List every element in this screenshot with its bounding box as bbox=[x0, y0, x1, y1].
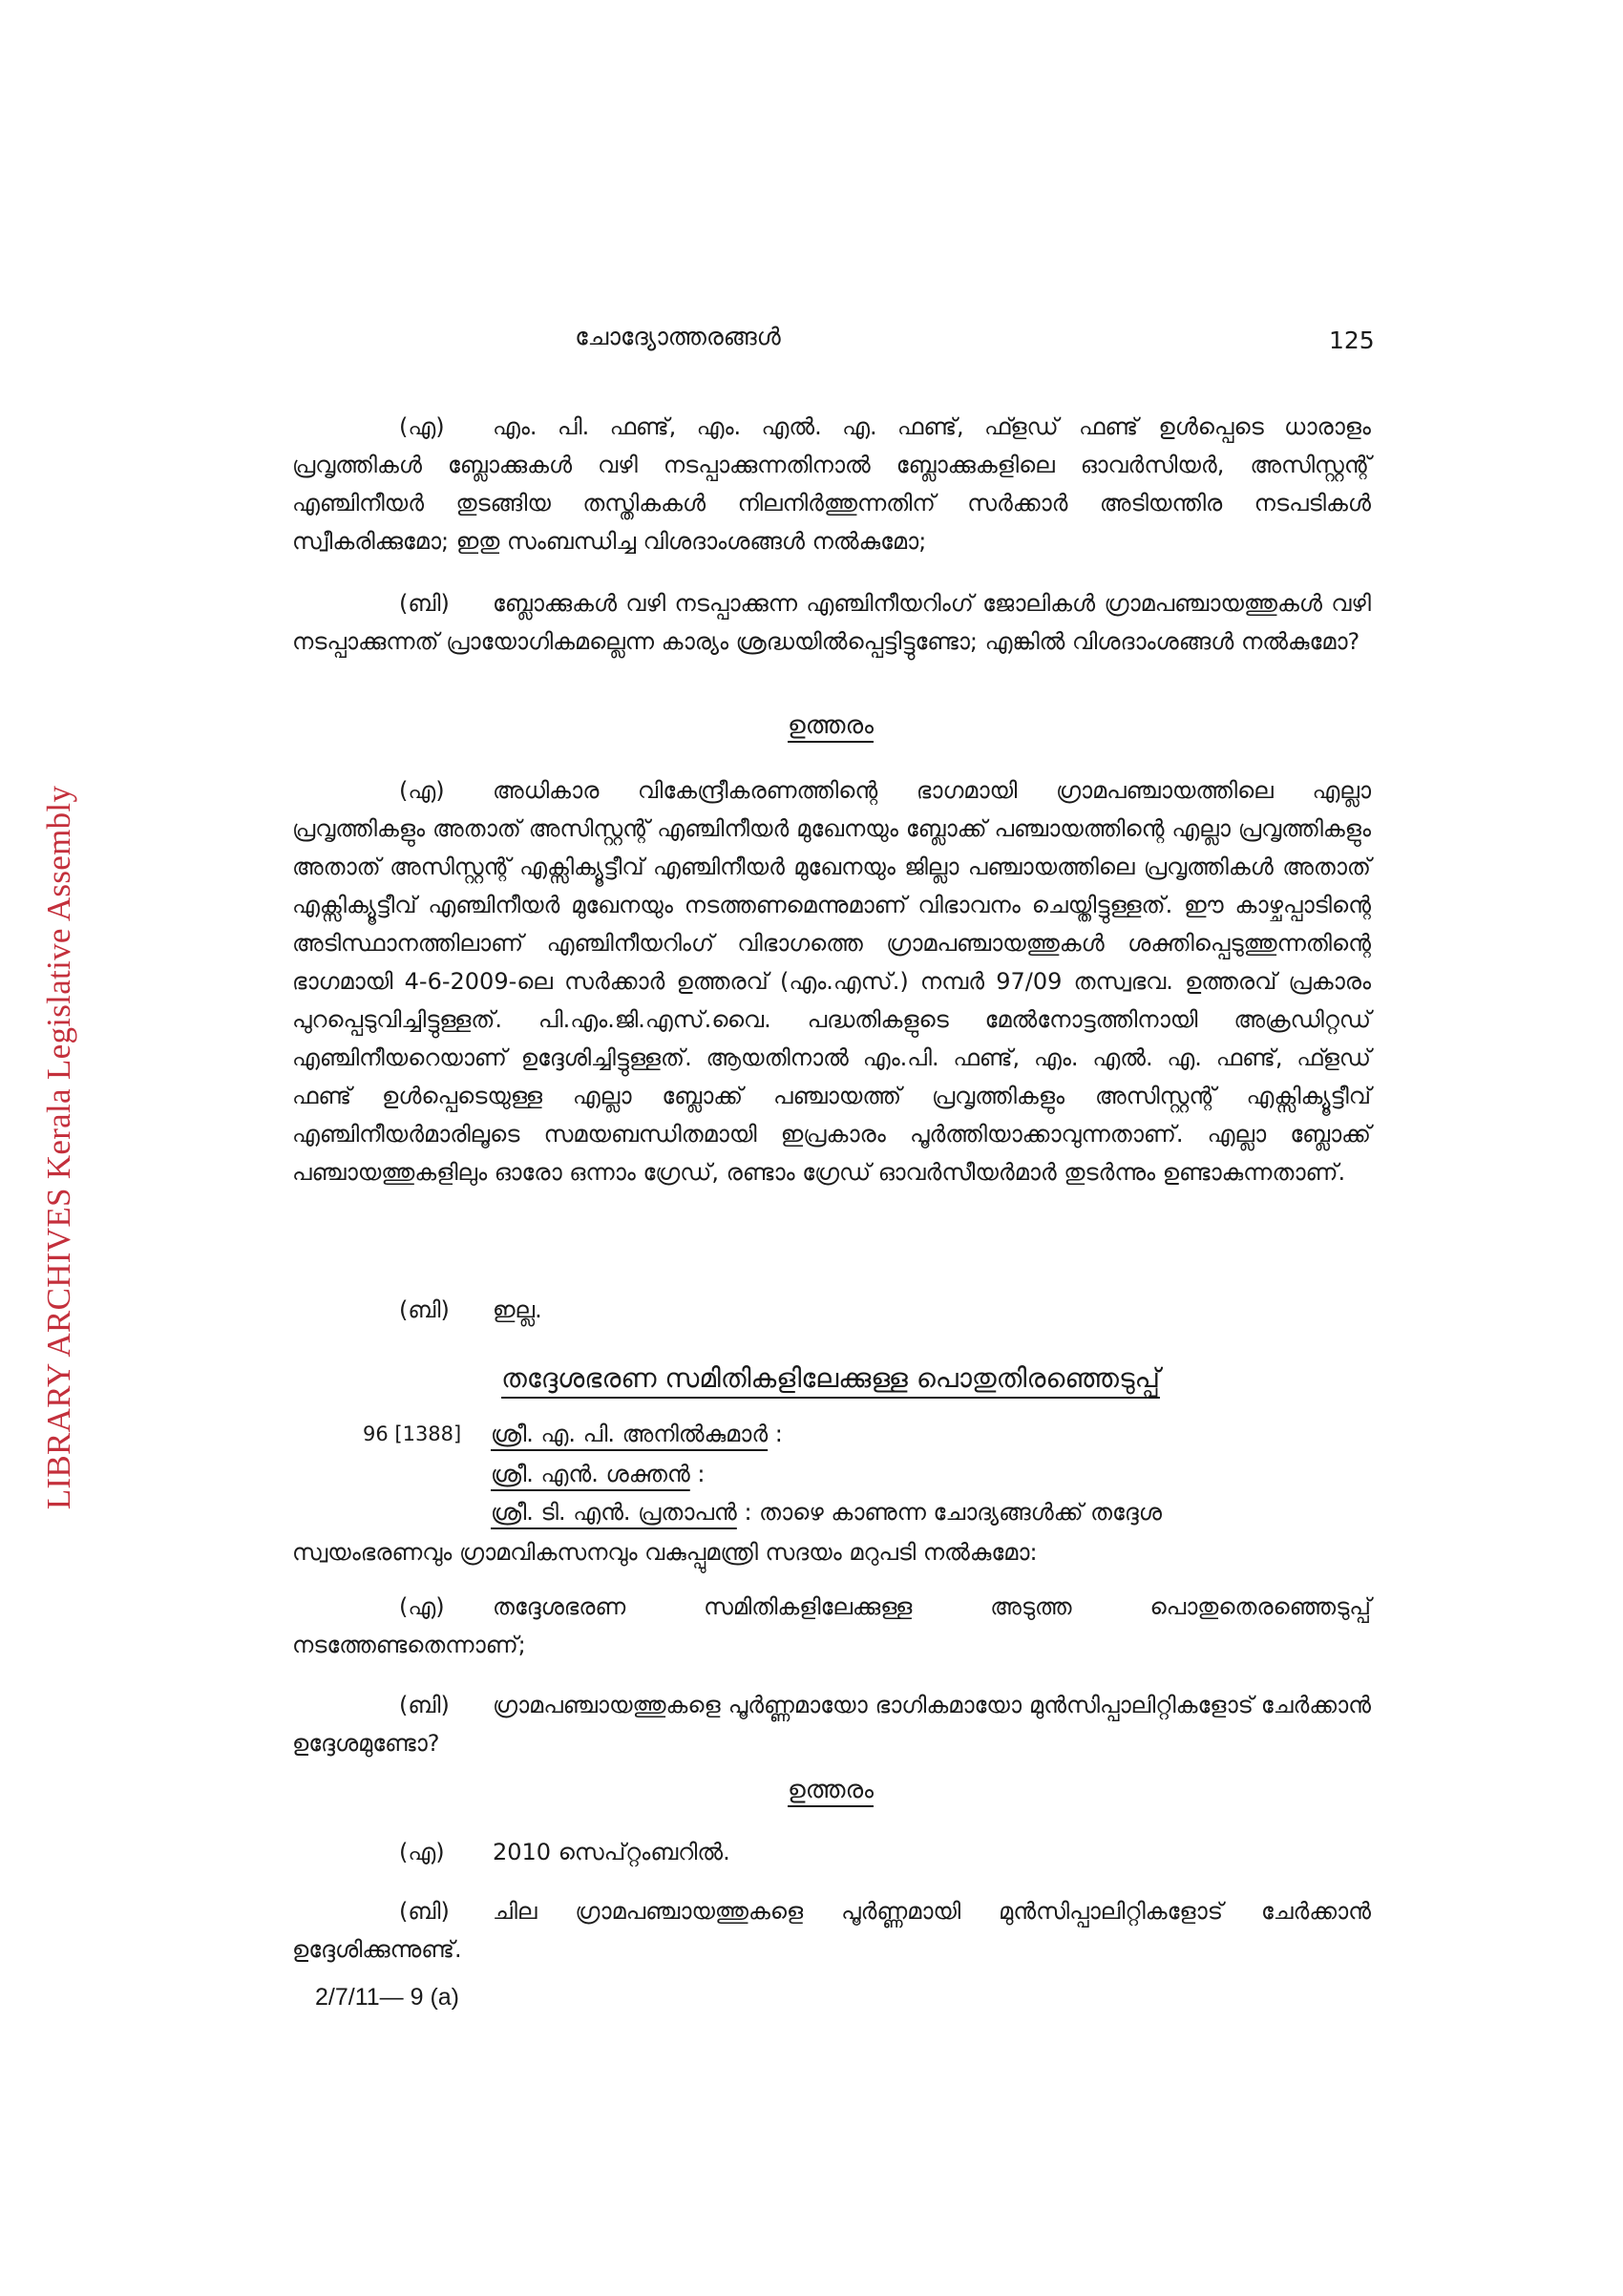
part-label: (എ) bbox=[399, 777, 445, 804]
part-text: ബ്ലോക്കുകൾ വഴി നടപ്പാക്കുന്ന എഞ്ചിനീയറിംഗ് ജോലികൾ ഗ്രാമപഞ്ചായത്തുകൾ വഴി നടപ്പാക്കുന്നത് പ്രായോഗികമല്ലെന്ന കാര്യം ശ്രദ്ധയിൽപ്പെട്ടിട്ടുണ്ടോ; എങ്കിൽ വിശദാംശങ്ങൾ നൽകുമോ? bbox=[292, 590, 1371, 655]
part-text: ചില ഗ്രാമപഞ്ചായത്തുകളെ പൂർണ്ണമായി മുൻസിപ്പാലിറ്റികളോട് ചേർക്കാൻ ഉദ്ദേശിക്കുന്നുണ്ട്. bbox=[292, 1898, 1371, 1963]
intro-text: : താഴെ കാണുന്ന ചോദ്യങ്ങൾക്ക് തദ്ദേശ bbox=[744, 1499, 1162, 1526]
question-part-a bbox=[292, 408, 1371, 560]
answer-part-b bbox=[292, 1291, 1371, 1329]
part-label: (എ) bbox=[399, 1593, 445, 1620]
member-line-1: ശ്രീ. എ. പി. അനിൽകുമാർ : bbox=[491, 1421, 783, 1447]
part-label: (ബി) bbox=[399, 1692, 450, 1718]
member-name: ശ്രീ. ടി. എൻ. പ്രതാപൻ bbox=[491, 1499, 737, 1526]
part-label: (ബി) bbox=[399, 1296, 450, 1323]
question-part-b bbox=[292, 1686, 1371, 1762]
section-title: തദ്ദേശഭരണ സമിതികളിലേക്കുള്ള പൊതുതിരഞ്ഞെടുപ്പ് bbox=[501, 1362, 1160, 1394]
footer-code: 2/7/11— 9 (a) bbox=[315, 1984, 460, 2011]
archive-watermark: LIBRARY ARCHIVES Kerala Legislative Assembly bbox=[40, 785, 77, 1510]
intro-line-2: സ്വയംഭരണവും ഗ്രാമവികസനവും വകുപ്പുമന്ത്രി സദയം മറുപടി നൽകുമോ: bbox=[292, 1539, 1038, 1566]
part-label: (ബി) bbox=[399, 1898, 450, 1925]
part-text: ഗ്രാമപഞ്ചായത്തുകളെ പൂർണ്ണമായോ ഭാഗികമായോ മുൻസിപ്പാലിറ്റികളോട് ചേർക്കാൻ ഉദ്ദേശമുണ്ടോ? bbox=[292, 1692, 1371, 1757]
answer-part-b bbox=[292, 1892, 1371, 1969]
answer-heading: ഉത്തരം bbox=[788, 711, 874, 740]
part-label: (ബി) bbox=[399, 590, 450, 617]
answer-part-a bbox=[292, 771, 1371, 1191]
part-text: അധികാര വികേന്ദ്രീകരണത്തിന്റെ ഭാഗമായി ഗ്രാമപഞ്ചായത്തിലെ എല്ലാ പ്രവൃത്തികളും അതാത് അസിസ്റ്റന്റ് എഞ്ചിനീയർ മുഖേനയും ബ്ലോക്ക് പഞ്ചായത്തിന്റെ എല്ലാ പ്രവൃത്തികളും അതാത് അസിസ്റ്റന്റ് എക്സിക്യൂട്ടീവ് എഞ്ചിനീയർ മുഖേനയും ജില്ലാ പഞ്ചായത്തിലെ പ്രവൃത്തികൾ അതാത് എക്സിക്യൂട്ടീവ് എഞ്ചിനീയർ മുഖേനയും നടത്തണമെന്നുമാണ് വിഭാവനം ചെയ്തിട്ടുള്ളത്. ഈ കാഴ്ചപ്പാടിന്റെ അടിസ്ഥാനത്തിലാണ് എഞ്ചിനീയറിംഗ് വിഭാഗത്തെ ഗ്രാമപഞ്ചായത്തുകൾ ശക്തിപ്പെടുത്തുന്നതിന്റെ ഭാഗമായി 4-6-2009-ലെ സർക്കാർ ഉത്തരവ് (എം.എസ്.) നമ്പർ 97/09 തസ്വഭവ. ഉത്തരവ് പ്രകാരം പുറപ്പെടുവിച്ചിട്ടുള്ളത്. പി.എം.ജി.എസ്.വൈ. പദ്ധതികളുടെ മേൽനോട്ടത്തിനായി അക്രഡിറ്റഡ് എഞ്ചിനീയറെയാണ് ഉദ്ദേശിച്ചിട്ടുള്ളത്. ആയതിനാൽ എം.പി. ഫണ്ട്, എം. എൽ. എ. ഫണ്ട്, ഫ്ളഡ് ഫണ്ട് ഉൾപ്പെടെയുള്ള എല്ലാ ബ്ലോക്ക് പഞ്ചായത്ത് പ്രവൃത്തികളും അസിസ്റ്റന്റ് എക്സിക്യൂട്ടീവ് എഞ്ചിനീയർമാരിലൂടെ സമയബന്ധിതമായി ഇപ്രകാരം പൂർത്തിയാക്കാവുന്നതാണ്. എല്ലാ ബ്ലോക്ക് പഞ്ചായത്തുകളിലും ഓരോ ഒന്നാം ഗ്രേഡ്, രണ്ടാം ഗ്രേഡ് ഓവർസീയർമാർ തുടർന്നും ഉണ്ടാകുന്നതാണ്. bbox=[292, 777, 1371, 1186]
question-part-a bbox=[292, 1588, 1371, 1664]
part-label: (എ) bbox=[399, 413, 445, 440]
answer-heading: ഉത്തരം bbox=[788, 1776, 874, 1804]
question-number: 96 [1388] bbox=[363, 1422, 462, 1445]
member-line-2: ശ്രീ. എൻ. ശക്തൻ : bbox=[491, 1461, 706, 1487]
member-name: ശ്രീ. എ. പി. അനിൽകുമാർ bbox=[491, 1421, 769, 1447]
question-part-b bbox=[292, 584, 1371, 661]
part-text: എം. പി. ഫണ്ട്, എം. എൽ. എ. ഫണ്ട്, ഫ്ളഡ് ഫണ്ട് ഉൾപ്പെടെ ധാരാളം പ്രവൃത്തികൾ ബ്ലോക്കുകൾ വഴി നടപ്പാക്കുന്നതിനാൽ ബ്ലോക്കുകളിലെ ഓവർസിയർ, അസിസ്റ്റന്റ് എഞ്ചിനീയർ തുടങ്ങിയ തസ്തികകൾ നിലനിർത്തുന്നതിന് സർക്കാർ അടിയന്തിര നടപടികൾ സ്വീകരിക്കുമോ; ഇതു സംബന്ധിച്ച വിശദാംശങ്ങൾ നൽകുമോ; bbox=[292, 413, 1371, 555]
answer-part-a bbox=[292, 1833, 1371, 1871]
part-text: 2010 സെപ്റ്റംബറിൽ. bbox=[493, 1839, 730, 1865]
part-label: (എ) bbox=[399, 1839, 445, 1865]
page-number: 125 bbox=[1329, 326, 1375, 354]
page-header-title: ചോദ്യോത്തരങ്ങൾ bbox=[575, 323, 781, 350]
part-text: തദ്ദേശഭരണ സമിതികളിലേക്കുള്ള അടുത്ത പൊതുതെരഞ്ഞെടുപ്പ് നടത്തേണ്ടതെന്നാണ്; bbox=[292, 1593, 1371, 1658]
part-text: ഇല്ല. bbox=[493, 1296, 542, 1323]
member-line-3 bbox=[491, 1499, 1162, 1526]
member-name: ശ്രീ. എൻ. ശക്തൻ bbox=[491, 1461, 690, 1487]
